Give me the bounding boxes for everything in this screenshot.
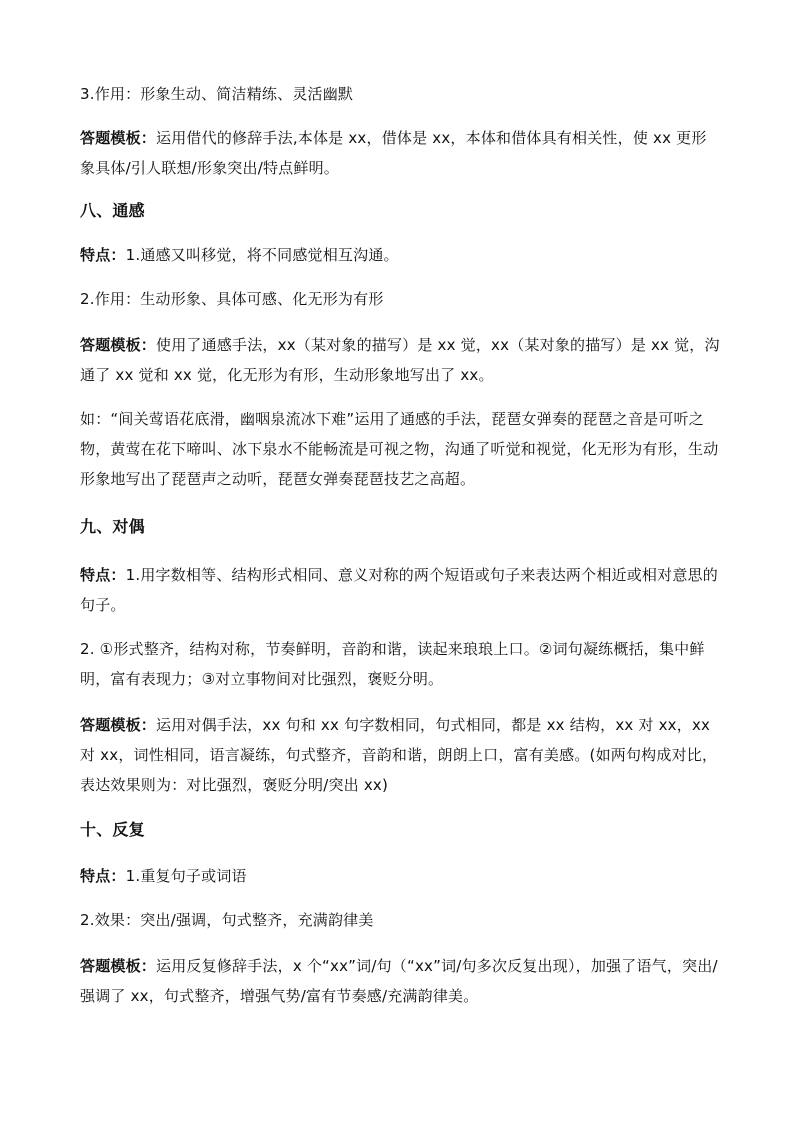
paragraph-text: 1.用字数相等、结构形式相同、意义对称的两个短语或句子来表达两个相近或相对意思的句子。 xyxy=(80,566,718,614)
feature-label: 特点： xyxy=(80,867,126,885)
paragraph-effect-antithesis xyxy=(80,634,720,694)
paragraph-answer-template-repetition xyxy=(80,951,720,1011)
feature-label: 特点： xyxy=(80,246,126,264)
paragraph-feature-antithesis xyxy=(80,560,720,620)
paragraph-feature-synesthesia xyxy=(80,240,720,270)
paragraph-text: 运用反复修辞手法，x 个“xx”词/句（“xx”词/句多次反复出现），加强了语气，突出/强调了 xx，句式整齐，增强气势/富有节奏感/充满韵律美。 xyxy=(80,957,718,1005)
section-heading-synesthesia xyxy=(80,196,720,226)
paragraph-text: 2.作用：生动形象、具体可感、化无形为有形 xyxy=(80,290,384,308)
paragraph-effect-repetition xyxy=(80,905,720,935)
paragraph-answer-template-synesthesia xyxy=(80,330,720,390)
paragraph-function-metonymy xyxy=(80,79,720,109)
paragraph-text: 2. ①形式整齐，结构对称，节奏鲜明，音韵和谐，读起来琅琅上口。②词句凝练概括，集中鲜明，富有表现力；③对立事物间对比强烈，褒贬分明。 xyxy=(80,640,705,688)
answer-template-label: 答题模板： xyxy=(80,336,157,354)
heading-text: 八、通感 xyxy=(80,201,145,220)
heading-text: 九、对偶 xyxy=(80,517,145,536)
paragraph-text: 使用了通感手法，xx（某对象的描写）是 xx 觉，xx（某对象的描写）是 xx 觉，沟通了 xx 觉和 xx 觉，化无形为有形，生动形象地写出了 xx。 xyxy=(80,336,720,384)
paragraph-text: 2.效果：突出/强调，句式整齐，充满韵律美 xyxy=(80,911,374,929)
heading-text: 十、反复 xyxy=(80,820,145,839)
paragraph-answer-template-metonymy xyxy=(80,123,720,183)
paragraph-text: 1.重复句子或词语 xyxy=(125,867,247,885)
section-heading-antithesis xyxy=(80,512,720,542)
feature-label: 特点： xyxy=(80,566,126,584)
paragraph-answer-template-antithesis xyxy=(80,710,720,800)
paragraph-text: 1.通感又叫移觉，将不同感觉相互沟通。 xyxy=(125,246,399,264)
paragraph-feature-repetition xyxy=(80,861,720,891)
paragraph-text: 3.作用：形象生动、简洁精练、灵活幽默 xyxy=(80,85,354,103)
section-heading-repetition xyxy=(80,815,720,845)
paragraph-function-synesthesia xyxy=(80,284,720,314)
answer-template-label: 答题模板： xyxy=(80,716,157,734)
paragraph-text: 如：“间关莺语花底滑，幽咽泉流冰下难”运用了通感的手法，琵琶女弹奏的琵琶之音是可听之物，黄莺在花下啼叫、冰下泉水不能畅流是可视之物，沟通了听觉和视觉，化无形为有形，生动形象地写出了琵琶声之动听，琵琶女弹奏琵琶技艺之高超。 xyxy=(80,410,719,488)
paragraph-text: 运用对偶手法，xx 句和 xx 句字数相同，句式相同，都是 xx 结构，xx 对 xx，xx 对 xx，词性相同，语言凝练，句式整齐，音韵和谐，朗朗上口，富有美感。(如两句构成对比，表达效果则为：对比强烈，褒贬分明/突出 xx) xyxy=(80,716,718,794)
paragraph-example-synesthesia xyxy=(80,404,720,494)
answer-template-label: 答题模板： xyxy=(80,957,157,975)
answer-template-label: 答题模板： xyxy=(80,129,157,147)
paragraph-text: 运用借代的修辞手法,本体是 xx，借体是 xx，本体和借体具有相关性，使 xx 更形象具体/引人联想/形象突出/特点鲜明。 xyxy=(80,129,707,177)
